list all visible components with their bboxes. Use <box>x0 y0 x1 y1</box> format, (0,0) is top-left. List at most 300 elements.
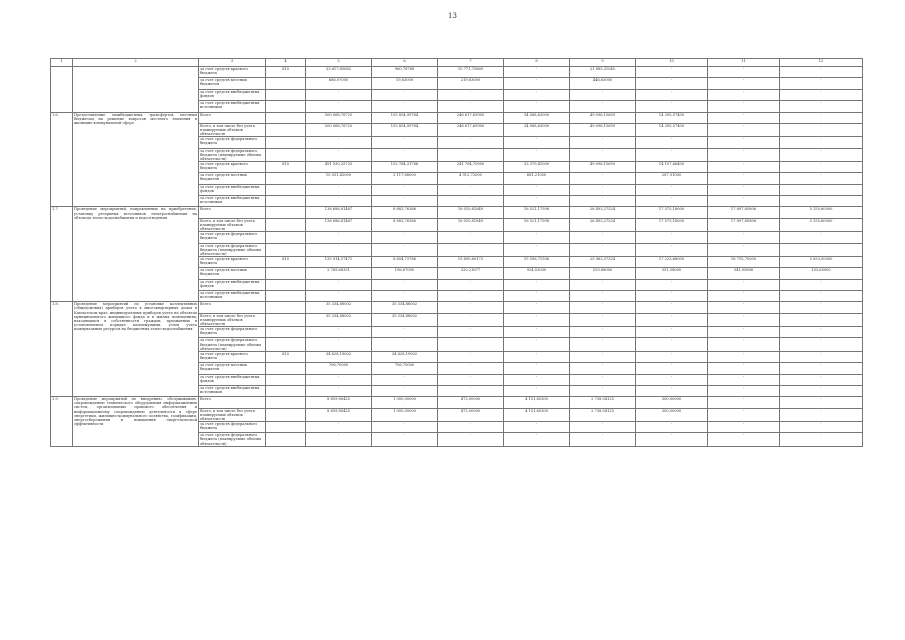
page-number: 13 <box>448 12 457 20</box>
funding-source: за счет средств внебюджетных фондов <box>199 279 266 290</box>
column-header: 5 <box>306 59 372 67</box>
value-cell: - <box>504 313 570 326</box>
item-name: Предоставление межбюджетных трансфертов местным бюджетам на решение вопросов местного значения в жилищно-коммунальной сфере <box>73 112 199 207</box>
value-cell: - <box>636 338 708 351</box>
value-cell: - <box>780 101 863 112</box>
value-cell: - <box>780 374 863 385</box>
value-cell: - <box>780 408 863 421</box>
value-cell: - <box>504 67 570 78</box>
value-cell: 320,21677 <box>438 268 504 279</box>
value-cell: 25 963,37524 <box>570 256 636 267</box>
value-cell: 19,63000 <box>372 78 438 89</box>
item-number <box>51 67 73 113</box>
value-cell: - <box>780 232 863 243</box>
value-cell: - <box>708 161 780 172</box>
value-cell: - <box>636 184 708 195</box>
value-cell: - <box>708 173 780 184</box>
value-cell: - <box>708 184 780 195</box>
budget-code <box>266 123 306 136</box>
value-cell: 1 000,00000 <box>372 397 438 408</box>
value-cell: - <box>438 433 504 446</box>
value-cell: - <box>504 148 570 161</box>
value-cell: - <box>780 184 863 195</box>
value-cell: - <box>438 279 504 290</box>
table-row <box>51 112 863 123</box>
value-cell: - <box>306 338 372 351</box>
funding-source: за счет средств внебюджетных источников <box>199 196 266 207</box>
column-header: 7 <box>438 59 504 67</box>
value-cell: 341,95806 <box>708 268 780 279</box>
budget-code <box>266 101 306 112</box>
value-cell: - <box>372 279 438 290</box>
value-cell: 138 686,81467 <box>306 207 372 218</box>
value-cell: - <box>372 243 438 256</box>
funding-source: Всего, в том числе без учета планируемых объемов обязательств <box>199 123 266 136</box>
value-cell: 17 575,18000 <box>636 207 708 218</box>
funding-source: за счет средств краевого бюджета <box>199 351 266 362</box>
value-cell: - <box>306 101 372 112</box>
budget-code <box>266 148 306 161</box>
value-cell: - <box>438 302 504 313</box>
value-cell: - <box>636 327 708 338</box>
funding-source: за счет средств федерального бюджета (планируемые объемы обязательств) <box>199 338 266 351</box>
value-cell: 472,00000 <box>438 408 504 421</box>
value-cell: - <box>708 385 780 396</box>
value-cell: 706,70000 <box>372 363 438 374</box>
value-cell: - <box>636 313 708 326</box>
value-cell: - <box>306 327 372 338</box>
value-cell: - <box>780 279 863 290</box>
value-cell: - <box>438 363 504 374</box>
column-header: 11 <box>708 59 780 67</box>
value-cell: - <box>636 302 708 313</box>
budget-code <box>266 302 306 313</box>
value-cell: - <box>708 101 780 112</box>
value-cell: - <box>780 148 863 161</box>
value-cell: - <box>570 243 636 256</box>
column-header: 12 <box>780 59 863 67</box>
funding-source: за счет средств внебюджетных фондов <box>199 374 266 385</box>
value-cell: - <box>372 101 438 112</box>
funding-source: Всего <box>199 207 266 218</box>
value-cell: - <box>306 89 372 100</box>
value-cell: - <box>570 433 636 446</box>
value-cell: 16 521,17598 <box>504 207 570 218</box>
value-cell: - <box>372 184 438 195</box>
column-header: 9 <box>570 59 636 67</box>
funding-source: Всего, в том числе без учета планируемых объемов обязательств <box>199 313 266 326</box>
value-cell: - <box>504 137 570 148</box>
table-row <box>51 302 863 313</box>
value-cell: - <box>708 279 780 290</box>
value-cell: - <box>708 338 780 351</box>
budget-table <box>50 58 863 447</box>
value-cell: - <box>570 89 636 100</box>
value-cell: 26 493,27524 <box>570 218 636 231</box>
value-cell: 17 223,68000 <box>636 256 708 267</box>
value-cell: 2 738,04125 <box>570 397 636 408</box>
budget-code <box>266 268 306 279</box>
value-cell: - <box>636 363 708 374</box>
value-cell: - <box>780 351 863 362</box>
value-cell: 34 628,19002 <box>306 351 372 362</box>
budget-code <box>266 173 306 184</box>
value-cell: 196,67000 <box>372 268 438 279</box>
value-cell: 300,00000 <box>636 408 708 421</box>
value-cell: - <box>780 313 863 326</box>
budget-code <box>266 433 306 446</box>
value-cell: 33 379,41000 <box>504 161 570 172</box>
value-cell: - <box>306 433 372 446</box>
value-cell: - <box>780 302 863 313</box>
value-cell: - <box>570 313 636 326</box>
item-number: 1.7. <box>51 207 73 302</box>
value-cell: 4 912,72000 <box>438 173 504 184</box>
value-cell: 500 068,76725 <box>306 123 372 136</box>
value-cell: - <box>504 232 570 243</box>
funding-source: за счет средств федерального бюджета (планируемые объемы обязательств) <box>199 243 266 256</box>
value-cell: 15 690,60172 <box>438 256 504 267</box>
value-cell: - <box>708 78 780 89</box>
funding-source: за счет средств внебюджетных фондов <box>199 184 266 195</box>
value-cell: - <box>306 232 372 243</box>
value-cell: - <box>636 290 708 301</box>
value-cell: 10 031,43000 <box>306 173 372 184</box>
value-cell: - <box>438 148 504 161</box>
value-cell: - <box>636 374 708 385</box>
column-header: 10 <box>636 59 708 67</box>
value-cell: 155 854,99764 <box>372 112 438 123</box>
funding-source: Всего <box>199 112 266 123</box>
value-cell: 706,70000 <box>306 363 372 374</box>
value-cell: 472,00000 <box>438 397 504 408</box>
value-cell: - <box>306 196 372 207</box>
budget-code <box>266 338 306 351</box>
budget-code <box>266 184 306 195</box>
value-cell: - <box>636 148 708 161</box>
budget-code: 810 <box>266 351 306 362</box>
column-header: 1 <box>51 59 73 67</box>
item-number: 1.9. <box>51 397 73 446</box>
value-cell: 34 068,63000 <box>504 112 570 123</box>
value-cell: 1 000,00000 <box>372 408 438 421</box>
table-body <box>51 59 863 447</box>
value-cell: - <box>570 196 636 207</box>
value-cell: - <box>372 148 438 161</box>
value-cell: 4 151,65300 <box>504 397 570 408</box>
value-cell: 135 914,57471 <box>306 256 372 267</box>
value-cell: 16 010,81849 <box>438 207 504 218</box>
value-cell: - <box>372 421 438 432</box>
value-cell: - <box>570 363 636 374</box>
value-cell: - <box>708 137 780 148</box>
value-cell: - <box>438 385 504 396</box>
column-header: 2 <box>73 59 199 67</box>
value-cell: 33 617,85682 <box>306 67 372 78</box>
funding-source: Всего, в том числе без учета планируемых объемов обязательств <box>199 218 266 231</box>
value-cell: - <box>780 78 863 89</box>
value-cell: - <box>708 123 780 136</box>
value-cell: - <box>306 374 372 385</box>
value-cell: - <box>504 279 570 290</box>
column-header: 8 <box>504 59 570 67</box>
value-cell: - <box>438 196 504 207</box>
value-cell: 35 334,88002 <box>372 302 438 313</box>
value-cell: - <box>708 290 780 301</box>
table-row <box>51 207 863 218</box>
value-cell: 2 738,04125 <box>570 408 636 421</box>
budget-code: 810 <box>266 161 306 172</box>
value-cell: - <box>504 184 570 195</box>
value-cell: 2 769,68351 <box>306 268 372 279</box>
value-cell: 8 883,76386 <box>372 218 438 231</box>
value-cell: 8 659,80425 <box>306 397 372 408</box>
value-cell: - <box>372 196 438 207</box>
value-cell: - <box>780 67 863 78</box>
item-number: 1.8. <box>51 302 73 397</box>
value-cell: 8 604,73786 <box>372 256 438 267</box>
value-cell: 21 885,31045 <box>570 67 636 78</box>
funding-source: за счет средств федерального бюджета (планируемые объемы обязательств) <box>199 148 266 161</box>
value-cell: 14 107,66400 <box>636 161 708 172</box>
value-cell: - <box>708 67 780 78</box>
value-cell: - <box>636 101 708 112</box>
value-cell: 49 096,15659 <box>570 123 636 136</box>
budget-code <box>266 207 306 218</box>
value-cell: - <box>636 67 708 78</box>
value-cell: - <box>780 196 863 207</box>
value-cell: - <box>438 313 504 326</box>
budget-code <box>266 385 306 396</box>
value-cell: - <box>708 374 780 385</box>
budget-code: 810 <box>266 67 306 78</box>
value-cell: - <box>780 137 863 148</box>
value-cell: - <box>780 173 863 184</box>
value-cell: - <box>570 302 636 313</box>
budget-code <box>266 112 306 123</box>
value-cell: - <box>438 338 504 351</box>
value-cell: - <box>780 338 863 351</box>
value-cell: - <box>570 385 636 396</box>
value-cell: - <box>636 232 708 243</box>
budget-code <box>266 89 306 100</box>
funding-source: за счет средств федерального бюджета <box>199 421 266 432</box>
value-cell: 5 155,60000 <box>780 218 863 231</box>
value-cell: - <box>636 137 708 148</box>
value-cell: 246 617,65900 <box>438 123 504 136</box>
header-row <box>51 59 863 67</box>
funding-source: за счет средств местных бюджетов <box>199 78 266 89</box>
value-cell: 17 897,85806 <box>708 207 780 218</box>
value-cell: 49 096,15659 <box>570 112 636 123</box>
value-cell: - <box>570 338 636 351</box>
value-cell: - <box>570 173 636 184</box>
value-cell: - <box>438 101 504 112</box>
funding-source: Всего <box>199 397 266 408</box>
value-cell: 351,58000 <box>636 268 708 279</box>
budget-code <box>266 78 306 89</box>
value-cell: 5 155,60000 <box>780 207 863 218</box>
value-cell: - <box>708 196 780 207</box>
value-cell: - <box>708 313 780 326</box>
item-name: Проведение мероприятий по внедрению, обслуживанию, сопровождению технического оборудования информационных систем, организованию правового обеспечения и информационному сопровождению деятельности в сфере энергетики, жилищно-коммунального хозяйства, газификации, энергосбережения и повышения энергетической эффективности <box>73 397 199 446</box>
value-cell: - <box>504 327 570 338</box>
value-cell: - <box>438 232 504 243</box>
value-cell: - <box>306 421 372 432</box>
value-cell: - <box>708 302 780 313</box>
value-cell: - <box>372 385 438 396</box>
value-cell: - <box>708 327 780 338</box>
item-name: Проведение мероприятий, направленных на приобретение, установку резервных источников электроснабжения на объектах тепло-водоснабжения и водоотведения <box>73 207 199 302</box>
value-cell: - <box>306 279 372 290</box>
value-cell: - <box>438 290 504 301</box>
value-cell: 287,91000 <box>636 173 708 184</box>
value-cell: - <box>504 374 570 385</box>
value-cell: - <box>780 112 863 123</box>
value-cell: - <box>780 161 863 172</box>
value-cell: - <box>504 89 570 100</box>
value-cell: - <box>504 385 570 396</box>
value-cell: - <box>780 89 863 100</box>
budget-code <box>266 290 306 301</box>
value-cell: 15 596,71596 <box>504 256 570 267</box>
value-cell: - <box>570 101 636 112</box>
value-cell: - <box>780 123 863 136</box>
funding-source: Всего <box>199 302 266 313</box>
funding-source: за счет средств краевого бюджета <box>199 67 266 78</box>
budget-code <box>266 279 306 290</box>
funding-source: за счет средств внебюджетных источников <box>199 101 266 112</box>
value-cell: 49 096,15659 <box>570 161 636 172</box>
value-cell: - <box>708 363 780 374</box>
value-cell: - <box>504 433 570 446</box>
value-cell: - <box>504 351 570 362</box>
value-cell: - <box>636 279 708 290</box>
value-cell: - <box>372 89 438 100</box>
value-cell: - <box>708 232 780 243</box>
value-cell: - <box>708 433 780 446</box>
value-cell: - <box>504 363 570 374</box>
budget-code <box>266 421 306 432</box>
value-cell: 35 334,88002 <box>306 302 372 313</box>
budget-code <box>266 196 306 207</box>
funding-source: за счет средств внебюджетных источников <box>199 385 266 396</box>
value-cell: - <box>438 374 504 385</box>
value-cell: 34 628,19002 <box>372 351 438 362</box>
value-cell: 155 854,99764 <box>372 123 438 136</box>
budget-code <box>266 313 306 326</box>
value-cell: 138 686,81467 <box>306 218 372 231</box>
funding-source: за счет средств федерального бюджета <box>199 327 266 338</box>
value-cell: - <box>780 385 863 396</box>
column-header: 3 <box>199 59 266 67</box>
value-cell: - <box>780 421 863 432</box>
value-cell: 16 755,70000 <box>708 256 780 267</box>
value-cell: - <box>504 101 570 112</box>
funding-source: за счет средств федерального бюджета <box>199 137 266 148</box>
value-cell: 14 395,57400 <box>636 123 708 136</box>
value-cell: - <box>504 243 570 256</box>
value-cell: - <box>438 421 504 432</box>
value-cell: 103,60000 <box>780 268 863 279</box>
value-cell: - <box>570 232 636 243</box>
value-cell: 35 334,88002 <box>372 313 438 326</box>
budget-code <box>266 397 306 408</box>
value-cell: 14 395,57400 <box>636 112 708 123</box>
value-cell: 4 151,65300 <box>504 408 570 421</box>
value-cell: - <box>306 148 372 161</box>
budget-code: 810 <box>266 256 306 267</box>
budget-code <box>266 327 306 338</box>
value-cell: 8 659,80425 <box>306 408 372 421</box>
value-cell: - <box>570 351 636 362</box>
budget-code <box>266 374 306 385</box>
value-cell: - <box>780 327 863 338</box>
value-cell: - <box>636 351 708 362</box>
value-cell: - <box>780 243 863 256</box>
funding-source: за счет средств внебюджетных фондов <box>199 89 266 100</box>
value-cell: - <box>570 279 636 290</box>
value-cell: 681,21000 <box>504 173 570 184</box>
value-cell: - <box>636 433 708 446</box>
budget-code <box>266 218 306 231</box>
value-cell: - <box>372 290 438 301</box>
value-cell: 241 704,70900 <box>438 161 504 172</box>
column-header: 4 <box>266 59 306 67</box>
value-cell: - <box>372 338 438 351</box>
value-cell: - <box>504 302 570 313</box>
value-cell: 446,63000 <box>570 78 636 89</box>
value-cell: - <box>780 290 863 301</box>
budget-code <box>266 137 306 148</box>
value-cell: - <box>306 184 372 195</box>
budget-code <box>266 243 306 256</box>
value-cell: 34 068,63000 <box>504 123 570 136</box>
value-cell: - <box>372 327 438 338</box>
value-cell: - <box>780 363 863 374</box>
value-cell: 26 493,27524 <box>570 207 636 218</box>
value-cell: 5 053,00000 <box>780 256 863 267</box>
value-cell: 500 068,76725 <box>306 112 372 123</box>
value-cell: - <box>570 184 636 195</box>
value-cell: - <box>372 232 438 243</box>
value-cell: 16 521,17598 <box>504 218 570 231</box>
value-cell: 300,00000 <box>636 397 708 408</box>
value-cell: - <box>780 433 863 446</box>
value-cell: - <box>306 385 372 396</box>
value-cell: 219,83000 <box>438 78 504 89</box>
value-cell: 8 883,76386 <box>372 207 438 218</box>
value-cell: - <box>306 243 372 256</box>
item-number: 1.6. <box>51 112 73 207</box>
value-cell: - <box>708 243 780 256</box>
value-cell: - <box>570 137 636 148</box>
value-cell: - <box>504 196 570 207</box>
value-cell: - <box>708 421 780 432</box>
budget-code <box>266 232 306 243</box>
value-cell: - <box>636 78 708 89</box>
value-cell: - <box>708 89 780 100</box>
funding-source: за счет средств местных бюджетов <box>199 173 266 184</box>
budget-code <box>266 363 306 374</box>
value-cell: - <box>504 78 570 89</box>
column-header: 6 <box>372 59 438 67</box>
value-cell: 3 117,68000 <box>372 173 438 184</box>
value-cell: - <box>636 385 708 396</box>
value-cell: - <box>372 374 438 385</box>
value-cell: - <box>306 137 372 148</box>
item-name: Проведение мероприятий по установке коллективных (общедомовых) приборов учета в многоквартирных домах в Камчатском крае, индивидуальных приборов учета на объектах муниципального жилищного фонда и в жилых помещениях, находящихся в собственности граждан, признанных в установленном порядке малоимущими, узлов учета коммунальных ресурсов на бюджетных тепло-водоснабжения <box>73 302 199 397</box>
